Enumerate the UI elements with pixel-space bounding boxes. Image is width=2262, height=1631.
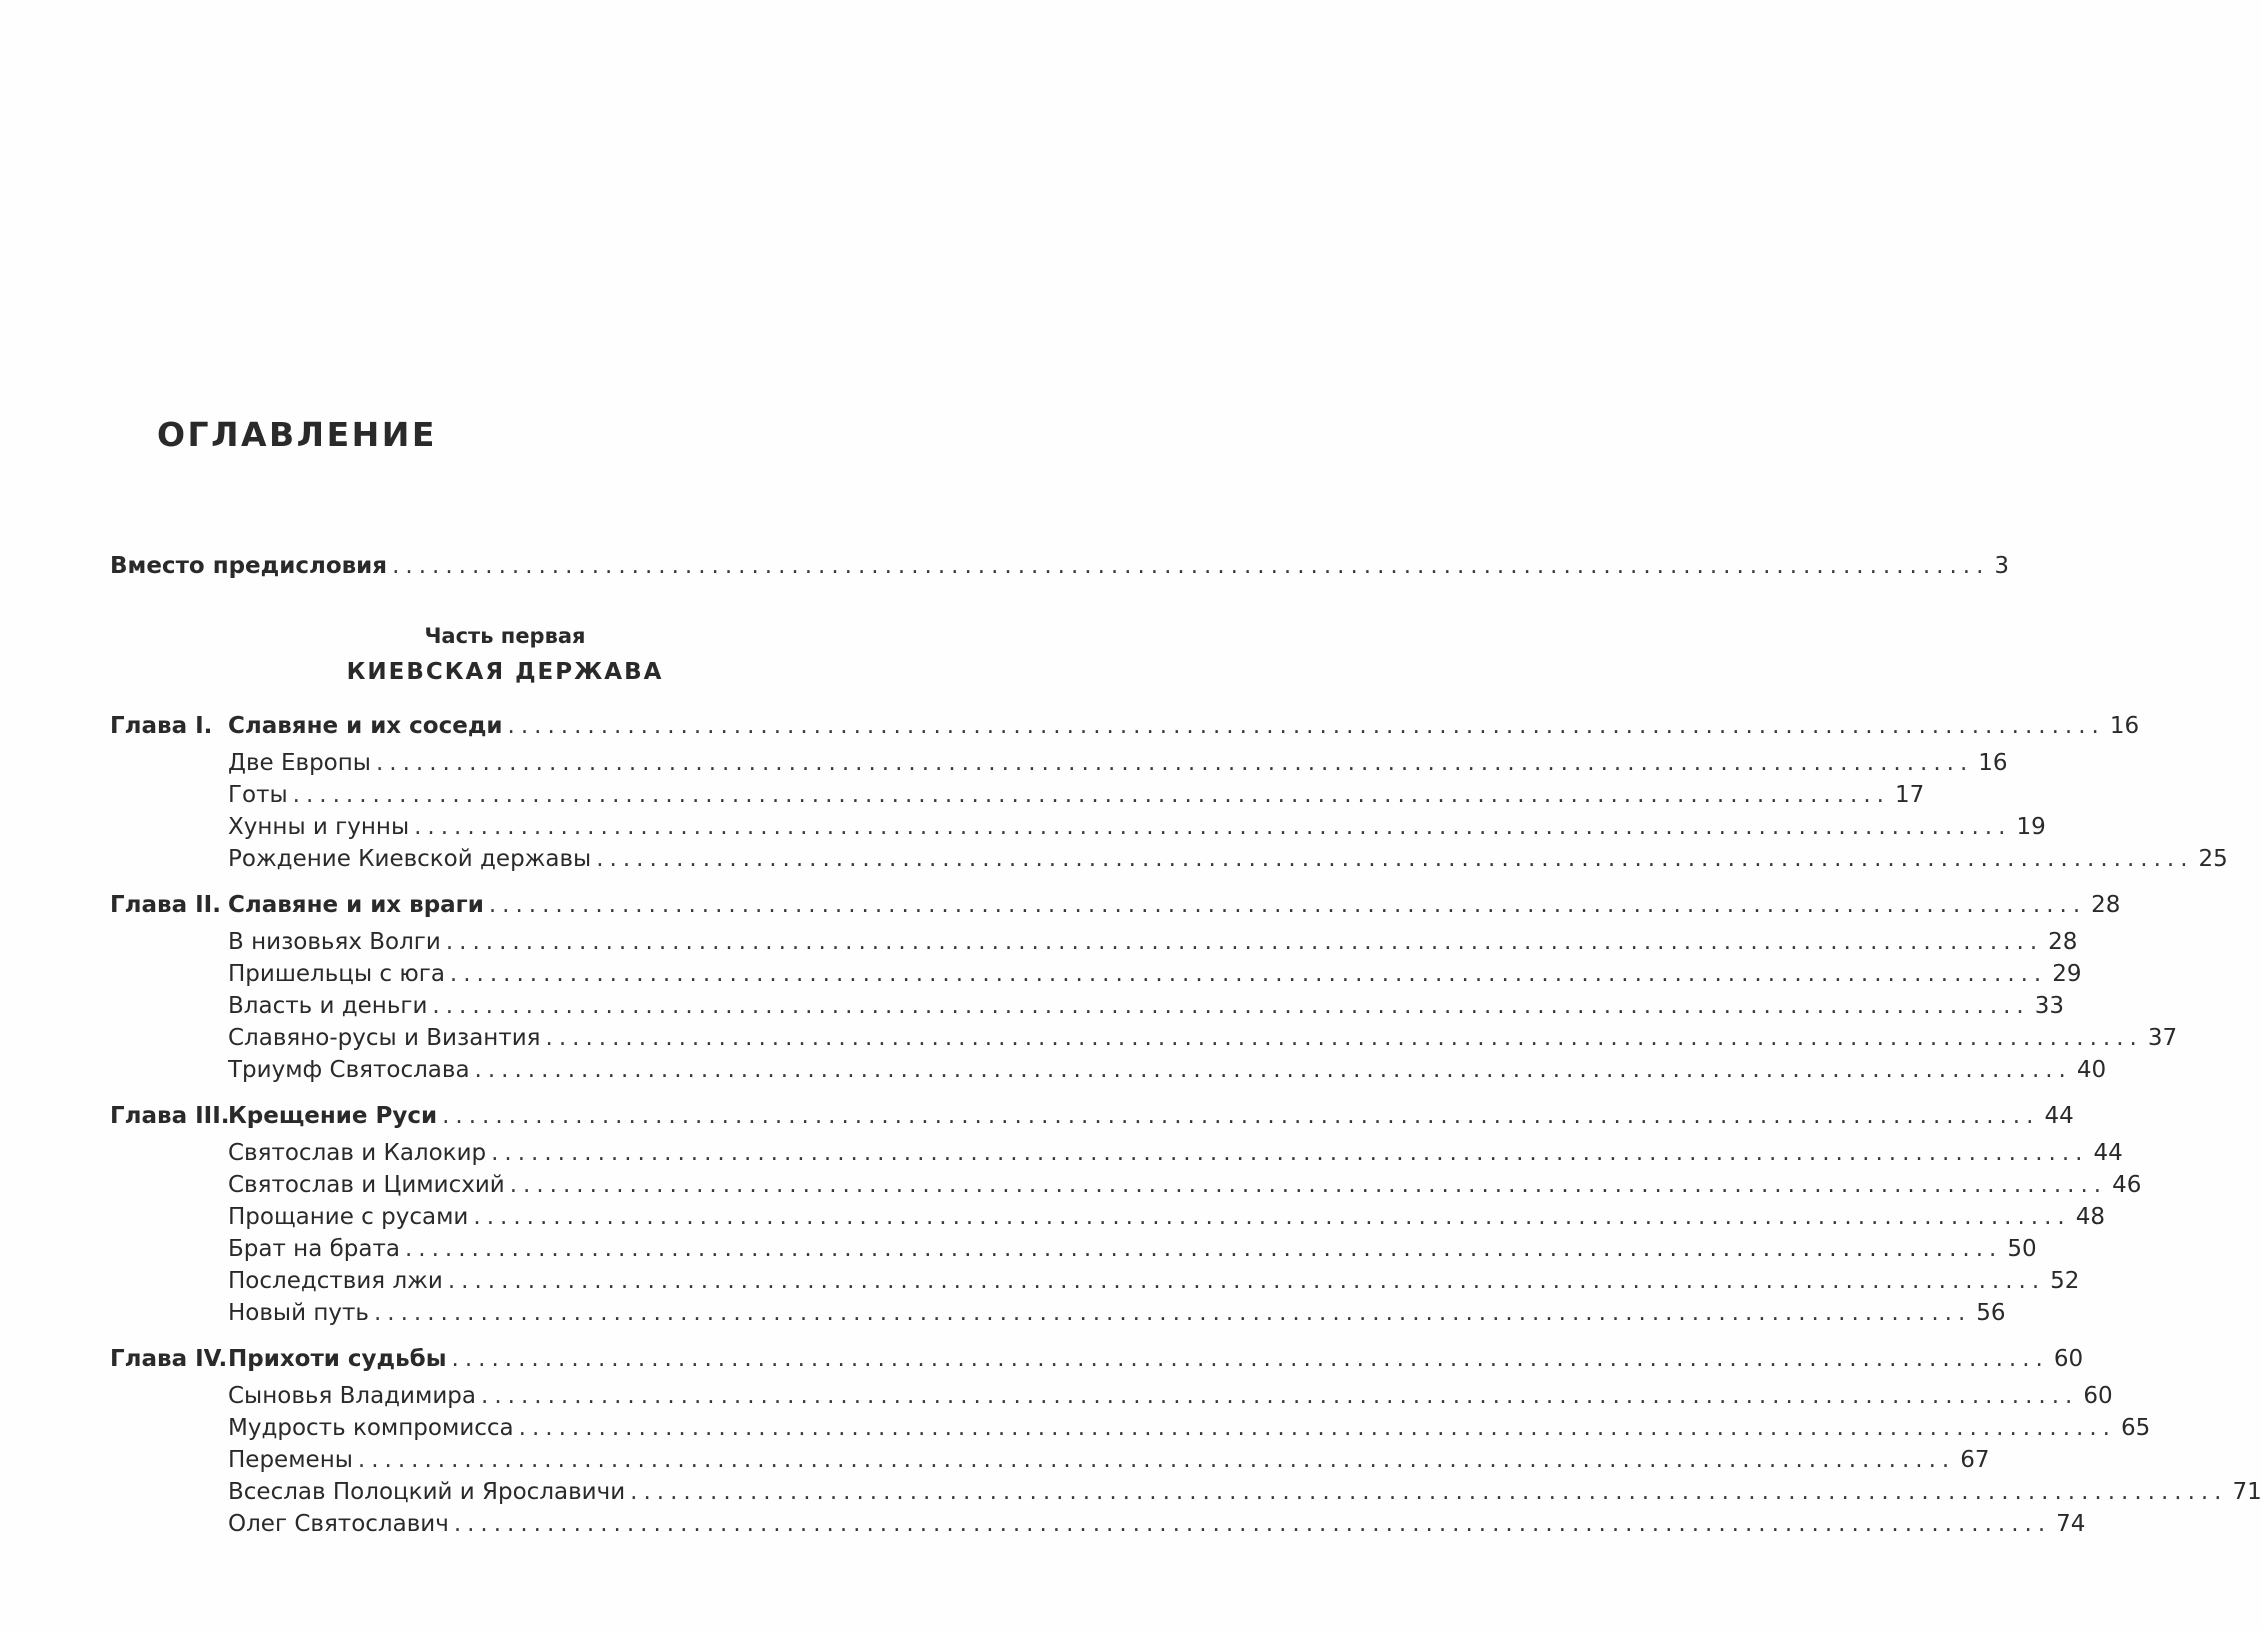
- toc-page-number: 25: [2198, 846, 2228, 872]
- section-label: Мудрость компромисса: [228, 1415, 514, 1441]
- dot-leader: ........................................................................................................................: [509, 1172, 2108, 1198]
- section-label: Последствия лжи: [228, 1268, 443, 1294]
- toc-page-number: 44: [2044, 1103, 2074, 1129]
- toc-page-number: 19: [2016, 814, 2046, 840]
- toc-section[interactable]: [0, 958, 2082, 990]
- toc-page-number: 67: [1960, 1447, 1990, 1473]
- toc-section[interactable]: [0, 1201, 2105, 1233]
- toc-section[interactable]: [0, 1233, 2037, 1265]
- dot-leader: ........................................................................................................................: [473, 1204, 2071, 1230]
- dot-leader: ........................................................................................................................: [518, 1415, 2116, 1441]
- dot-leader: ........................................................................................................................: [474, 1057, 2072, 1083]
- section-label: В низовьях Волги: [228, 929, 441, 955]
- toc-section[interactable]: [0, 1022, 2178, 1054]
- chapter-title: Крещение Руси: [228, 1103, 438, 1129]
- dot-leader: ........................................................................................................................: [392, 553, 1990, 579]
- section-label: Триумф Святослава: [228, 1057, 470, 1083]
- toc-section[interactable]: [0, 926, 2078, 958]
- section-label: Славяно-русы и Византия: [228, 1025, 541, 1051]
- section-label: Новый путь: [228, 1300, 369, 1326]
- toc-page-number: 44: [2093, 1140, 2123, 1166]
- dot-leader: ........................................................................................................................: [432, 993, 2030, 1019]
- toc-page-number: 40: [2076, 1057, 2107, 1083]
- dot-leader: ........................................................................................................................: [373, 1300, 1972, 1326]
- dot-leader: ........................................................................................................................: [630, 1479, 2228, 1505]
- toc-section[interactable]: [0, 1444, 1990, 1476]
- dot-leader: ........................................................................................................................: [357, 1447, 1956, 1473]
- toc-page-number: 56: [1976, 1300, 2006, 1326]
- chapter-number: Глава III.: [110, 1103, 230, 1129]
- toc-section[interactable]: [0, 843, 2228, 875]
- section-label: Брат на брата: [228, 1236, 400, 1262]
- toc-page-number: 50: [2007, 1236, 2037, 1262]
- toc-page-number: 60: [2053, 1346, 2084, 1372]
- toc-section[interactable]: [0, 1137, 2123, 1169]
- dot-leader: ........................................................................................................................: [481, 1383, 2079, 1409]
- toc-page-number: 48: [2075, 1204, 2105, 1230]
- toc-section[interactable]: [0, 1054, 2107, 1086]
- section-label: Хунны и гунны: [228, 814, 410, 840]
- toc-section[interactable]: [0, 747, 2008, 779]
- toc-chapter[interactable]: [0, 710, 2140, 742]
- chapter-title: Славяне и их соседи: [228, 713, 503, 739]
- toc-page-number: 60: [2083, 1383, 2113, 1409]
- toc-page-number: 74: [2056, 1511, 2086, 1537]
- toc-section[interactable]: [0, 1265, 2080, 1297]
- dot-leader: ........................................................................................................................: [451, 1346, 2049, 1372]
- toc-chapter[interactable]: [0, 889, 2121, 921]
- toc-page-number: 46: [2112, 1172, 2142, 1198]
- toc-page-number: 71: [2232, 1479, 2262, 1505]
- toc-page-number: 65: [2120, 1415, 2151, 1441]
- dot-leader: ........................................................................................................................: [375, 750, 1974, 776]
- chapter-number: Глава IV.: [110, 1346, 228, 1372]
- toc-page-number: 52: [2050, 1268, 2080, 1294]
- toc-section[interactable]: [0, 1169, 2142, 1201]
- part-label: Часть первая: [424, 624, 586, 648]
- toc-section[interactable]: [0, 990, 2065, 1022]
- dot-leader: ........................................................................................................................: [445, 929, 2044, 955]
- section-label: Готы: [228, 782, 288, 808]
- toc-page-number: 16: [2109, 713, 2140, 739]
- section-label: Олег Святославич: [228, 1511, 449, 1537]
- dot-leader: ........................................................................................................................: [292, 782, 1890, 808]
- toc-chapter[interactable]: [0, 1100, 2074, 1132]
- toc-page-number: 28: [2091, 892, 2121, 918]
- toc-section[interactable]: [0, 1476, 2262, 1508]
- page-title: ОГЛАВЛЕНИЕ: [157, 415, 437, 454]
- toc-page-number: 16: [1978, 750, 2008, 776]
- toc-page-number: 37: [2147, 1025, 2178, 1051]
- chapter-number: Глава I.: [110, 713, 213, 739]
- toc-chapter[interactable]: [0, 1343, 2084, 1375]
- dot-leader: ........................................................................................................................: [488, 892, 2087, 918]
- section-label: Две Европы: [228, 750, 371, 776]
- toc-page-number: 28: [2048, 929, 2078, 955]
- chapter-number: Глава II.: [110, 892, 221, 918]
- dot-leader: ........................................................................................................................: [405, 1236, 2003, 1262]
- toc-section[interactable]: [0, 1412, 2151, 1444]
- toc-entry-preface[interactable]: [0, 550, 2010, 582]
- toc-section[interactable]: [0, 1297, 2006, 1329]
- section-label: Прощание с русами: [228, 1204, 469, 1230]
- section-label: Власть и деньги: [228, 993, 428, 1019]
- toc-page-number: 3: [1994, 553, 2010, 579]
- section-label: Перемены: [228, 1447, 353, 1473]
- dot-leader: ........................................................................................................................: [545, 1025, 2143, 1051]
- dot-leader: ........................................................................................................................: [447, 1268, 2046, 1294]
- dot-leader: ........................................................................................................................: [449, 961, 2048, 987]
- dot-leader: ........................................................................................................................: [491, 1140, 2089, 1166]
- toc-section[interactable]: [0, 1508, 2086, 1540]
- toc-section[interactable]: [0, 779, 1925, 811]
- toc-page-number: 33: [2034, 993, 2065, 1019]
- dot-leader: ........................................................................................................................: [507, 713, 2105, 739]
- toc-section[interactable]: [0, 1380, 2113, 1412]
- toc-section[interactable]: [0, 811, 2046, 843]
- section-label: Сыновья Владимира: [228, 1383, 477, 1409]
- dot-leader: ........................................................................................................................: [453, 1511, 2052, 1537]
- dot-leader: ........................................................................................................................: [414, 814, 2012, 840]
- section-label: Пришельцы с юга: [228, 961, 445, 987]
- toc-page-number: 17: [1894, 782, 1925, 808]
- dot-leader: ........................................................................................................................: [596, 846, 2194, 872]
- section-label: Рождение Киевской державы: [228, 846, 592, 872]
- chapter-title: Славяне и их враги: [228, 892, 484, 918]
- section-label: Святослав и Калокир: [228, 1140, 487, 1166]
- toc-page-number: 29: [2052, 961, 2082, 987]
- dot-leader: ........................................................................................................................: [442, 1103, 2040, 1129]
- part-title: КИЕВСКАЯ ДЕРЖАВА: [346, 659, 664, 685]
- section-label: Святослав и Цимисхий: [228, 1172, 505, 1198]
- toc-label: Вместо предисловия: [110, 553, 388, 579]
- section-label: Всеслав Полоцкий и Ярославичи: [228, 1479, 626, 1505]
- chapter-title: Прихоти судьбы: [228, 1346, 447, 1372]
